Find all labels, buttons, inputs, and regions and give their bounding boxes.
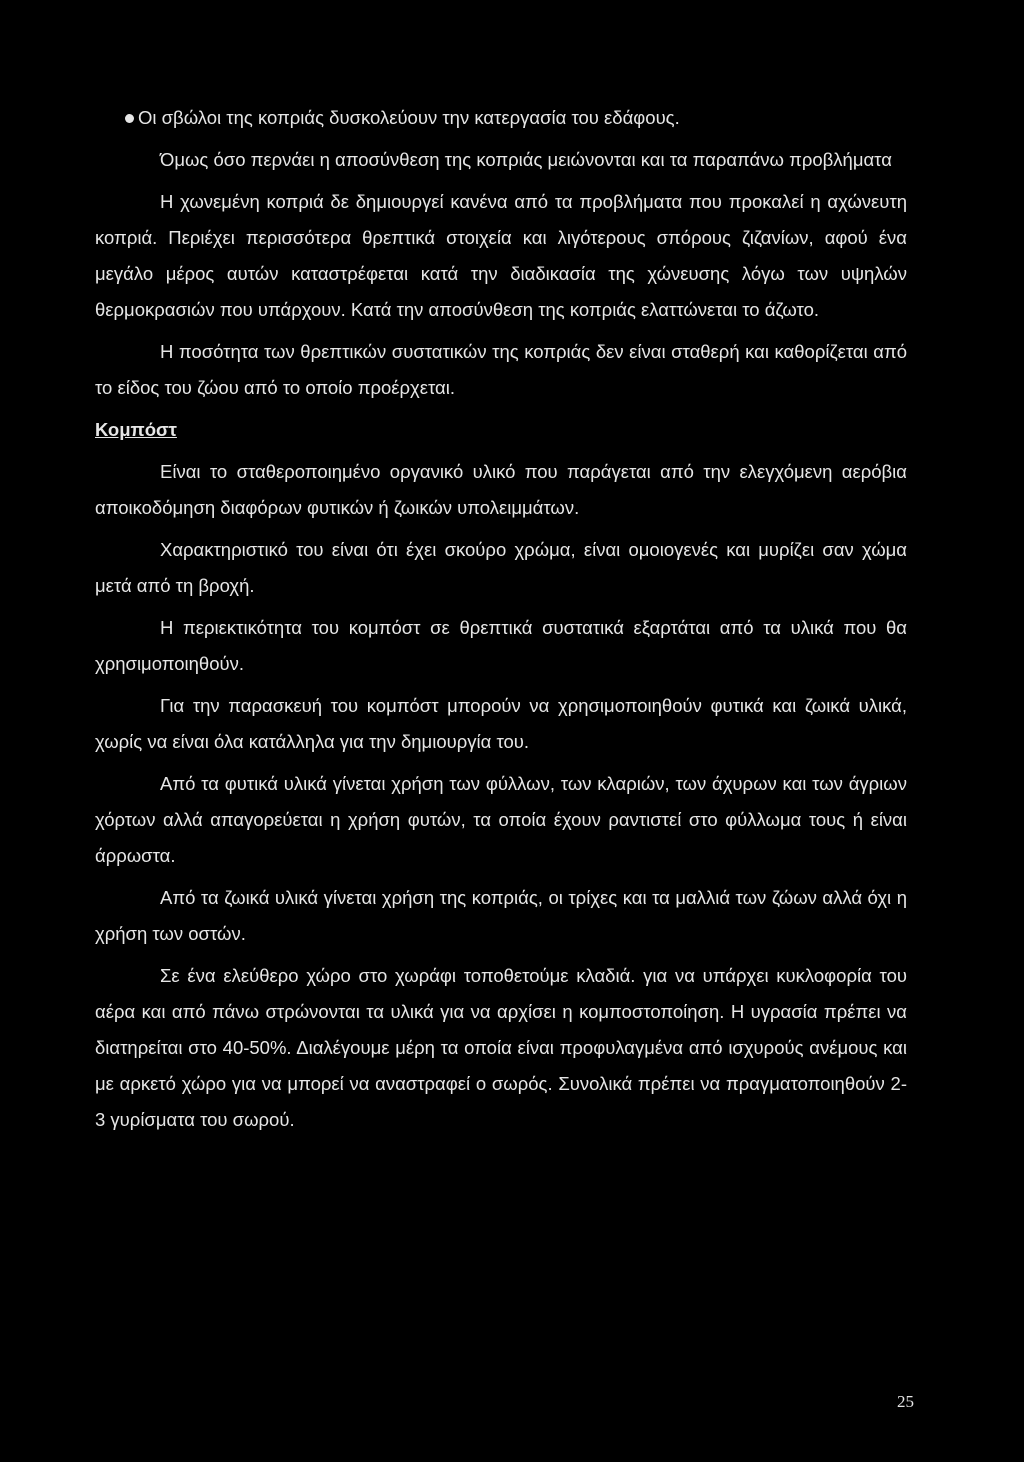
paragraph: Είναι το σταθεροποιημένο οργανικό υλικό που παράγεται από την ελεγχόμενη αερόβια αποικοδόμηση διαφόρων φυτικών ή ζωικών υπολειμμάτων.	[95, 461, 907, 518]
paragraph: Χαρακτηριστικό του είναι ότι έχει σκούρο χρώμα, είναι ομοιογενές και μυρίζει σαν χώμα μετά από τη βροχή.	[95, 539, 907, 596]
bullet-item	[95, 100, 907, 136]
paragraph: Από τα φυτικά υλικά γίνεται χρήση των φύλλων, των κλαριών, των άχυρων και των άγριων χόρτων αλλά απαγορεύεται η χρήση φυτών, τα οποία έχουν ραντιστεί στο φύλλωμα τους ή είναι άρρωστα.	[95, 773, 907, 866]
bullet-text: Οι σβώλοι της κοπριάς δυσκολεύουν την κατεργασία του εδάφους.	[138, 107, 680, 128]
paragraph: Σε ένα ελεύθερο χώρο στο χωράφι τοποθετούμε κλαδιά. για να υπάρχει κυκλοφορία του αέρα και από πάνω στρώνονται τα υλικά για να αρχίσει η κομποστοποίηση. Η υγρασία πρέπει να διατηρείται στο 40-50%. Διαλέγουμε μέρη τα οποία είναι προφυλαγμένα από ισχυρούς ανέμους και με αρκετό χώρο για να μπορεί να αναστραφεί ο σωρός. Συνολικά πρέπει να πραγματοποιηθούν 2-3 γυρίσματα του σωρού.	[95, 965, 907, 1130]
paragraph: Όμως όσο περνάει η αποσύνθεση της κοπριάς μειώνονται και τα παραπάνω προβλήματα	[160, 149, 892, 170]
paragraph: Για την παρασκευή του κομπόστ μπορούν να χρησιμοποιηθούν φυτικά και ζωικά υλικά, χωρίς να είναι όλα κατάλληλα για την δημιουργία του.	[95, 695, 907, 752]
paragraph: Η χωνεμένη κοπριά δε δημιουργεί κανένα από τα προβλήματα που προκαλεί η αχώνευτη κοπριά. Περιέχει περισσότερα θρεπτικά στοιχεία και λιγότερους σπόρους ζιζανίων, αφού ένα μεγάλο μέρος αυτών καταστρέφεται κατά την διαδικασία της χώνευσης λόγω των υψηλών θερμοκρασιών που υπάρχουν. Κατά την αποσύνθεση της κοπριάς ελαττώνεται το άζωτο.	[95, 191, 907, 320]
paragraph: Η ποσότητα των θρεπτικών συστατικών της κοπριάς δεν είναι σταθερή και καθορίζεται από το είδος του ζώου από το οποίο προέρχεται.	[95, 341, 907, 398]
page-number: 25	[897, 1392, 914, 1411]
bullet-icon	[125, 114, 134, 123]
paragraph: Από τα ζωικά υλικά γίνεται χρήση της κοπριάς, οι τρίχες και τα μαλλιά των ζώων αλλά όχι η χρήση των οστών.	[95, 887, 907, 944]
page-content	[95, 100, 907, 1144]
section-heading: Κομπόστ	[95, 419, 177, 440]
paragraph: Η περιεκτικότητα του κομπόστ σε θρεπτικά συστατικά εξαρτάται από τα υλικά που θα χρησιμοποιηθούν.	[95, 617, 907, 674]
